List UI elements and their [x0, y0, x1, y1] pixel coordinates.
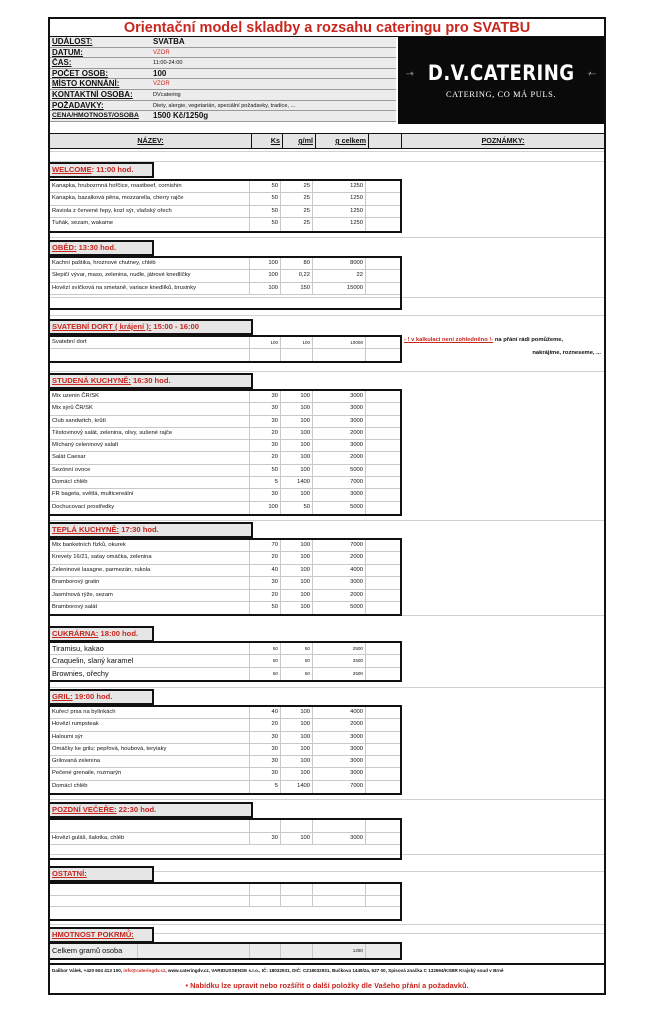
item-g: 100	[281, 602, 313, 614]
item-ks: 30	[250, 403, 281, 414]
section-label: GRIL:	[52, 692, 73, 701]
item-ks: 40	[250, 707, 281, 718]
info-label: DATUM:	[52, 47, 83, 57]
section-header-hot-kitchen	[50, 522, 253, 538]
item-g: 100	[281, 552, 313, 563]
table-row	[50, 833, 400, 846]
item-total: 1250	[313, 218, 366, 230]
item-total: 5000	[313, 502, 366, 514]
table-row	[50, 206, 400, 218]
section-label: SVATEBNÍ DORT ( krájení ):	[52, 322, 152, 331]
footer-company-details: , www.cateringdv.cz, VARIDUSSENSE s.r.o., IČ: 18032931, DIČ: CZ18032931, Bučkova 1449/2a, 627 00, Spisová značka C 132694/KSBR Krajský soud v Brně	[165, 968, 504, 973]
table-row	[50, 768, 400, 780]
item-name: Jasmínová rýže, sezam	[50, 590, 250, 601]
item-g: 50	[281, 502, 313, 514]
divider	[50, 371, 604, 372]
section-table-cake	[50, 335, 402, 363]
table-row	[50, 416, 400, 428]
item-g: 100	[281, 391, 313, 402]
item-name: Domácí chléb	[50, 477, 250, 488]
item-total: 3000	[313, 756, 366, 767]
item-name: Mix sýrů ČR/SK	[50, 403, 250, 414]
item-g: 80	[281, 258, 313, 269]
table-row	[50, 489, 400, 501]
info-value: DVcatering	[153, 91, 181, 98]
item-name: Kanapka, bazalková pěna, mozzarella, cherry rajče	[50, 193, 250, 204]
section-table-cold-kitchen	[50, 389, 402, 516]
heartbeat-line-icon	[588, 63, 596, 83]
page-title: Orientační model skladby a rozsahu cateringu pro SVATBU	[50, 19, 604, 37]
table-row	[50, 655, 400, 667]
item-total: 2000	[313, 552, 366, 563]
item-total: 3000	[313, 577, 366, 588]
table-row	[50, 845, 400, 858]
section-table-weight	[50, 942, 402, 960]
table-row	[50, 896, 400, 908]
table-row	[50, 781, 400, 793]
table-row	[50, 477, 400, 489]
divider	[50, 799, 604, 800]
item-total: 3000	[313, 732, 366, 743]
section-table-late-dinner	[50, 818, 402, 860]
info-row-price	[50, 111, 396, 122]
column-g-total: g celkem	[315, 133, 369, 149]
logo-wordmark: D.V.CATERING	[427, 61, 575, 85]
item-name: FR bageta, světlá, multicereální	[50, 489, 250, 500]
item-name: Craquelin, slaný karamel	[50, 655, 250, 666]
item-g: 100	[281, 768, 313, 779]
logo-tagline: CATERING, CO MÁ PULS.	[445, 90, 557, 99]
table-row	[50, 465, 400, 477]
item-total: 2000	[313, 428, 366, 439]
column-name: NÁZEV:	[50, 133, 252, 149]
heartbeat-line-icon	[406, 63, 414, 83]
section-label: STUDENÁ KUCHYNĚ:	[52, 376, 131, 385]
table-row	[50, 756, 400, 768]
item-ks: 100	[250, 502, 281, 514]
item-g: 100	[281, 403, 313, 414]
table-row	[50, 577, 400, 589]
item-name: Dochucovací prostředky	[50, 502, 250, 514]
info-value: VZOR	[153, 81, 170, 88]
item-ks: 30	[250, 391, 281, 402]
item-ks: 20	[250, 428, 281, 439]
table-row	[50, 552, 400, 564]
divider	[50, 687, 604, 688]
item-g: 100	[281, 744, 313, 755]
item-name: Tuňák, sezam, wakame	[50, 218, 250, 230]
item-name: Grilovaná zelenina	[50, 756, 250, 767]
item-g: 100	[281, 452, 313, 463]
item-ks: 100	[250, 337, 281, 348]
section-header-other	[50, 866, 154, 882]
item-ks: 50	[250, 193, 281, 204]
divider	[50, 520, 604, 521]
item-g: 100	[281, 489, 313, 500]
table-row	[50, 884, 400, 896]
cake-note-text: na přání rádi pomůžeme,	[493, 337, 564, 343]
table-row	[50, 258, 400, 270]
item-g: 100	[281, 440, 313, 451]
section-time: 16:30 hod.	[130, 376, 171, 385]
item-g: 1400	[281, 477, 313, 488]
info-label: POŽADAVKY:	[52, 100, 104, 110]
item-total: 7000	[313, 781, 366, 793]
item-name: Hovězí rumpsteak	[50, 719, 250, 730]
item-name: Slepičí vývar, maso, zelenina, nudle, játrové knedlíčky	[50, 270, 250, 281]
divider	[50, 237, 604, 238]
table-row	[50, 907, 400, 919]
item-name: Bramborový gratin	[50, 577, 250, 588]
item-total: 3000	[313, 833, 366, 845]
item-g: 100	[281, 577, 313, 588]
table-row	[50, 707, 400, 719]
item-total: 7000	[313, 540, 366, 551]
item-g: 100	[281, 428, 313, 439]
item-name: Domácí chléb	[50, 781, 250, 793]
item-g: 50	[281, 655, 313, 666]
column-ks: Ks	[251, 133, 283, 149]
item-g: 25	[281, 218, 313, 230]
item-g: 100	[281, 833, 313, 845]
info-row-requirements	[50, 101, 396, 112]
item-name: Sezónní ovoce	[50, 465, 250, 476]
item-total: 2500	[313, 655, 366, 666]
section-label: CUKRÁRNA:	[52, 629, 99, 638]
section-table-welcome	[50, 179, 402, 233]
item-ks: 30	[250, 732, 281, 743]
item-total: 2500	[313, 643, 366, 654]
item-total: 3000	[313, 744, 366, 755]
section-time: : 11:00 hod.	[91, 165, 134, 174]
item-ks: 30	[250, 577, 281, 588]
table-row	[50, 283, 400, 295]
item-total: 2500	[313, 668, 366, 680]
item-ks: 50	[250, 668, 281, 680]
item-name: Kanapka, hrubozrnná hořčice, roastbeef, cornishin	[50, 181, 250, 192]
table-row	[50, 502, 400, 514]
item-total: 2000	[313, 719, 366, 730]
info-label: POČET OSOB:	[52, 68, 109, 78]
item-ks: 50	[250, 206, 281, 217]
section-label: TEPLÁ KUCHYNĚ:	[52, 525, 120, 534]
cake-note-warning: - ! v kalkulaci není zohledněno !-	[404, 337, 494, 343]
item-g: 100	[281, 416, 313, 427]
item-name: Pečené grenaile, rozmarýn	[50, 768, 250, 779]
item-name: Kuřecí prsa na bylinkách	[50, 707, 250, 718]
item-ks: 50	[250, 655, 281, 666]
item-name: Mix banketních řízků, okurek	[50, 540, 250, 551]
item-ks: 20	[250, 590, 281, 601]
item-total: 8000	[313, 258, 366, 269]
item-g: 1400	[281, 781, 313, 793]
item-ks: 100	[250, 283, 281, 294]
item-g: 100	[281, 465, 313, 476]
item-total: 5000	[313, 465, 366, 476]
table-row	[50, 540, 400, 552]
item-total: 5000	[313, 602, 366, 614]
item-total: 2000	[313, 590, 366, 601]
item-total: 3000	[313, 768, 366, 779]
section-time: 15:00 - 16:00	[151, 322, 199, 331]
item-ks: 100	[250, 270, 281, 281]
section-time: 13:30 hod.	[76, 243, 117, 252]
item-name: Haloumi sýr	[50, 732, 250, 743]
table-row	[50, 218, 400, 230]
info-row-guests	[50, 69, 396, 80]
item-ks: 30	[250, 744, 281, 755]
section-table-pastry	[50, 641, 402, 682]
section-header-pastry	[50, 626, 154, 642]
item-g: 100	[281, 337, 313, 348]
info-row-event	[50, 37, 396, 48]
section-table-lunch	[50, 256, 402, 310]
item-ks: 20	[250, 452, 281, 463]
item-g: 100	[281, 540, 313, 551]
divider	[50, 151, 604, 152]
info-value: 11:00-24:00	[153, 60, 183, 67]
item-name: Těstovinový salát, zelenina, olivy, sušené rajče	[50, 428, 250, 439]
item-ks: 50	[250, 602, 281, 614]
cake-note-line-1	[404, 337, 563, 343]
table-row	[50, 744, 400, 756]
item-ks: 50	[250, 465, 281, 476]
info-row-contact	[50, 90, 396, 101]
table-row	[50, 428, 400, 440]
item-g: 25	[281, 206, 313, 217]
section-header-cake	[50, 319, 253, 335]
section-time: 17:30 hod.	[119, 525, 159, 534]
section-header-welcome	[50, 162, 154, 178]
item-g: 100	[281, 565, 313, 576]
item-g: 50	[281, 643, 313, 654]
company-logo	[398, 37, 604, 124]
table-row	[50, 719, 400, 731]
table-row	[50, 391, 400, 403]
divider	[50, 315, 604, 316]
item-name	[50, 820, 250, 832]
item-total: 7000	[313, 477, 366, 488]
table-row	[50, 602, 400, 614]
table-row	[50, 295, 400, 307]
table-row	[50, 337, 400, 349]
item-name: Svatební dort	[50, 337, 250, 348]
item-ks: 5	[250, 781, 281, 793]
item-ks: 100	[250, 258, 281, 269]
table-row	[50, 668, 400, 680]
item-total: 4000	[313, 707, 366, 718]
section-label: OBĚD:	[52, 243, 77, 252]
info-label: MÍSTO KONNÁNÍ:	[52, 79, 120, 89]
item-name: Mix uzenin ČR/SK	[50, 391, 250, 402]
table-row	[50, 440, 400, 452]
table-row	[50, 349, 400, 361]
table-row	[50, 452, 400, 464]
item-total: 3000	[313, 489, 366, 500]
info-value: 100	[153, 68, 167, 78]
item-name: Brownies, ořechy	[50, 668, 250, 680]
table-row	[50, 643, 400, 655]
section-label: OSTATNÍ:	[52, 869, 87, 878]
item-total: 2000	[313, 452, 366, 463]
section-header-late-dinner	[50, 802, 253, 818]
section-label: POZDNÍ VEČEŘE:	[52, 805, 117, 814]
item-ks: 30	[250, 489, 281, 500]
item-g: 100	[281, 756, 313, 767]
item-total: 1250	[313, 181, 366, 192]
item-total: 1250	[313, 944, 366, 958]
item-ks: 5	[250, 477, 281, 488]
item-ks: 70	[250, 540, 281, 551]
info-row-venue	[50, 79, 396, 90]
info-row-time	[50, 58, 396, 69]
footer-contact-name-phone: Dalibor Válek, +420 604 413 100,	[52, 968, 124, 973]
event-info-table	[50, 37, 396, 122]
info-value: 1500 Kč/1250g	[153, 111, 209, 121]
column-notes: POZNÁMKY:	[401, 133, 604, 149]
item-g: 0,22	[281, 270, 313, 281]
footer-note: • Nabídku lze upravit nebo rozšířit o další položky dle Vašeho přání a požadavků.	[185, 981, 469, 990]
item-name: Omáčky ke grilu: pepřová, houbová, teryiaky	[50, 744, 250, 755]
footer-contact	[50, 965, 604, 977]
item-ks: 30	[250, 756, 281, 767]
item-name	[50, 295, 250, 307]
table-row	[50, 590, 400, 602]
item-ks: 40	[250, 565, 281, 576]
section-label: WELCOME	[52, 165, 92, 174]
table-row	[50, 270, 400, 282]
column-header-row	[50, 133, 604, 149]
item-ks: 30	[250, 833, 281, 845]
item-name	[50, 349, 250, 361]
item-name: Club sandwitch, krůtí	[50, 416, 250, 427]
section-time: 19:00 hod.	[72, 692, 113, 701]
table-row	[50, 403, 400, 415]
info-label: UDÁLOST:	[52, 37, 93, 46]
item-name: Salát Caesar	[50, 452, 250, 463]
section-table-other	[50, 882, 402, 921]
table-row	[50, 181, 400, 193]
section-table-hot-kitchen	[50, 538, 402, 616]
info-value: Diety, alergie, vegetarián, speciální požadavky, tradice, ...	[153, 102, 296, 109]
item-ks: 30	[250, 440, 281, 451]
logo-wordmark-line	[406, 62, 596, 84]
info-value: SVATBA	[153, 37, 185, 46]
column-g-ml: g/ml	[282, 133, 316, 149]
section-label: HMOTNOST POKRMŮ:	[52, 930, 134, 939]
item-total: 15000	[313, 283, 366, 294]
item-ks: 30	[250, 768, 281, 779]
info-value: VZOR	[153, 49, 170, 56]
item-total: 10000	[313, 337, 366, 348]
item-name: Bramborový salát	[50, 602, 250, 614]
item-g: 100	[281, 719, 313, 730]
info-label: KONTAKTNÍ OSOBA:	[52, 89, 133, 99]
item-total: 4000	[313, 565, 366, 576]
item-name: Krevety 16/21, satay omáčka, zelenina	[50, 552, 250, 563]
section-header-grill	[50, 689, 154, 705]
item-total: 1250	[313, 193, 366, 204]
info-row-date	[50, 48, 396, 59]
column-blank	[368, 133, 402, 149]
item-g: 150	[281, 283, 313, 294]
item-ks: 20	[250, 719, 281, 730]
table-row	[50, 820, 400, 833]
item-name	[50, 845, 250, 858]
section-header-weight	[50, 927, 154, 943]
footer-email-link[interactable]: info@cateringdv.cz	[123, 968, 166, 973]
item-total: 1250	[313, 206, 366, 217]
item-ks: 50	[250, 218, 281, 230]
info-label: CENA/HMOTNOST/OSOBA	[52, 112, 139, 120]
item-name: Míchaný celeninový salalt	[50, 440, 250, 451]
item-g: 50	[281, 668, 313, 680]
item-ks: 50	[250, 181, 281, 192]
section-header-cold-kitchen	[50, 373, 253, 389]
table-row	[50, 565, 400, 577]
item-total: 3000	[313, 403, 366, 414]
item-name: Kachní paštika, hroznové chutney, chléb	[50, 258, 250, 269]
cake-note-line-2: nakrájíme, rozneseme, ...	[532, 350, 601, 356]
item-g: 25	[281, 181, 313, 192]
info-label: ČAS:	[52, 58, 72, 68]
catering-sheet	[48, 17, 606, 995]
item-name: Zeleninové lasagne, parmezán, rukola	[50, 565, 250, 576]
item-total: 3000	[313, 391, 366, 402]
item-ks: 50	[250, 643, 281, 654]
section-time: 22:30 hod.	[116, 805, 157, 814]
item-g: 100	[281, 707, 313, 718]
item-g: 25	[281, 193, 313, 204]
item-g: 100	[281, 590, 313, 601]
section-time: 18:00 hod.	[98, 629, 139, 638]
divider	[50, 924, 604, 925]
item-ks: 20	[250, 552, 281, 563]
item-ks: 30	[250, 416, 281, 427]
item-g: 100	[281, 732, 313, 743]
item-name: Hovězí svíčková na smetaně, variace knedlíků, brusinky	[50, 283, 250, 294]
item-name: Hovězí guláš, šalotka, chléb	[50, 833, 250, 845]
table-row	[50, 732, 400, 744]
item-total: 22	[313, 270, 366, 281]
item-total: 3000	[313, 416, 366, 427]
table-row	[50, 193, 400, 205]
item-name: Celkem gramů osoba	[50, 944, 138, 958]
footer	[50, 963, 604, 993]
item-name: Tiramisu, kakao	[50, 643, 250, 654]
item-name: Raviola z červené řepy, kozí sýr, vlašský ořech	[50, 206, 250, 217]
item-total: 3000	[313, 440, 366, 451]
section-header-lunch	[50, 240, 154, 256]
table-row	[50, 944, 400, 958]
section-table-grill	[50, 705, 402, 795]
